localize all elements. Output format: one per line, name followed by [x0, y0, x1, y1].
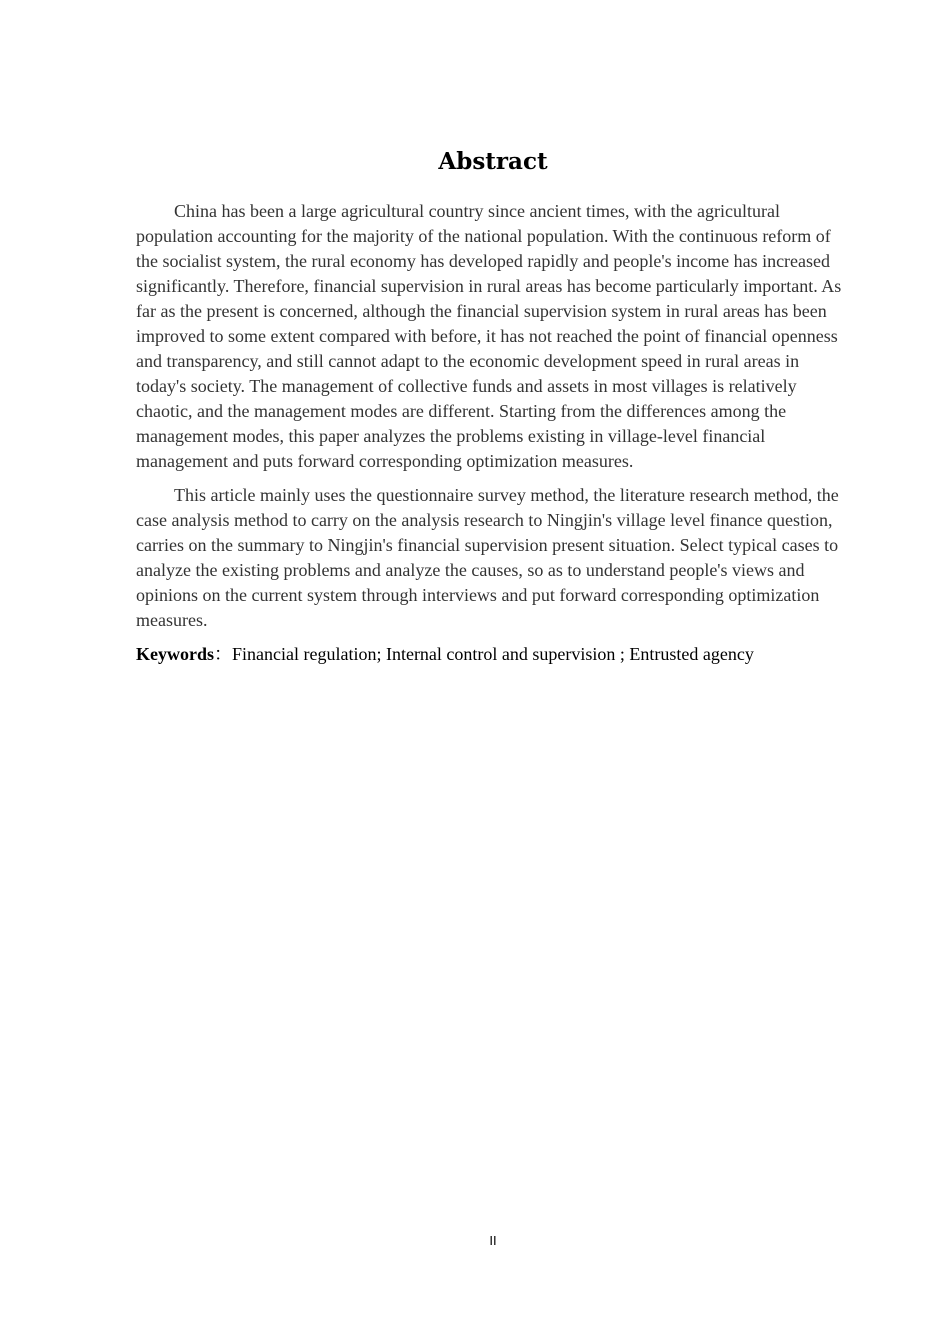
- keywords-separator: ：: [214, 644, 232, 664]
- page-number: II: [489, 1233, 497, 1248]
- keywords-value: Financial regulation; Internal control and supervision ; Entrusted agency: [232, 644, 754, 664]
- abstract-paragraph-2: This article mainly uses the questionnaire survey method, the literature research method, the case analysis method to carry on the analysis research to Ningjin's village level finance question, carries on the summary to Ningjin's financial supervision present situation. Select typical cases to analyze the existing problems and analyze the causes, so as to understand people's views and opinions on the current system through interviews and put forward corresponding optimization measures.: [136, 485, 839, 630]
- abstract-paragraph-1: China has been a large agricultural country since ancient times, with the agricultural population accounting for the majority of the national population. With the continuous reform of the socialist system, the rural economy has developed rapidly and people's income has increased significantly. Therefore, financial supervision in rural areas has become particularly important. As far as the present is concerned, although the financial supervision system in rural areas has been improved to some extent compared with before, it has not reached the point of financial openness and transparency, and still cannot adapt to the economic development speed in rural areas in today's society. The management of collective funds and assets in most villages is relatively chaotic, and the management modes are different. Starting from the differences among the management modes, this paper analyzes the problems existing in village-level financial management and puts forward corresponding optimization measures.: [136, 201, 842, 471]
- keywords-label: Keywords: [136, 644, 214, 664]
- abstract-body: [136, 199, 852, 667]
- abstract-title: Abstract: [438, 148, 548, 175]
- keywords-line: [136, 642, 852, 667]
